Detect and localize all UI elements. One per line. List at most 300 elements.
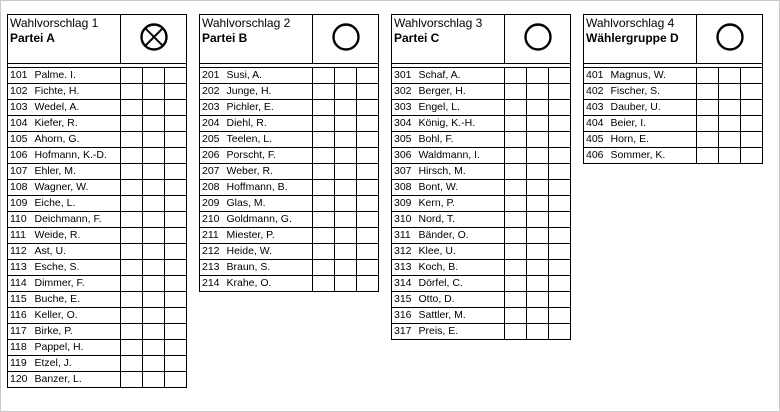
vote-box-3[interactable] [357, 148, 379, 164]
vote-box-3[interactable] [165, 276, 187, 292]
vote-box-1[interactable] [505, 148, 527, 164]
vote-box-3[interactable] [357, 180, 379, 196]
party-name: Partei A [10, 31, 55, 45]
vote-box-2[interactable] [335, 196, 357, 212]
vote-box-1[interactable] [121, 308, 143, 324]
candidate-number: 110 [8, 212, 33, 228]
candidate-row [392, 180, 571, 196]
vote-box-3[interactable] [741, 132, 763, 148]
vote-box-1[interactable] [121, 196, 143, 212]
vote-box-2[interactable] [335, 180, 357, 196]
candidate-number: 203 [200, 100, 225, 116]
vote-box-2[interactable] [143, 100, 165, 116]
candidate-row [584, 132, 763, 148]
candidate-name: Preis, E. [417, 324, 505, 340]
vote-box-3[interactable] [165, 212, 187, 228]
candidate-row [200, 260, 379, 276]
candidate-number: 113 [8, 260, 33, 276]
vote-box-3[interactable] [165, 100, 187, 116]
vote-box-2[interactable] [527, 308, 549, 324]
vote-box-1[interactable] [121, 292, 143, 308]
candidate-row [392, 260, 571, 276]
vote-box-2[interactable] [719, 84, 741, 100]
candidate-number: 119 [8, 356, 33, 372]
candidate-number: 301 [392, 68, 417, 84]
vote-box-2[interactable] [143, 228, 165, 244]
vote-box-2[interactable] [143, 84, 165, 100]
vote-box-3[interactable] [165, 244, 187, 260]
candidate-number: 212 [200, 244, 225, 260]
vote-box-2[interactable] [335, 244, 357, 260]
vote-box-1[interactable] [121, 324, 143, 340]
vote-box-3[interactable] [165, 324, 187, 340]
vote-box-1[interactable] [505, 292, 527, 308]
vote-box-3[interactable] [549, 116, 571, 132]
vote-box-3[interactable] [357, 68, 379, 84]
vote-box-1[interactable] [121, 148, 143, 164]
vote-box-2[interactable] [143, 148, 165, 164]
candidate-name: Krahe, O. [225, 276, 313, 292]
vote-box-3[interactable] [165, 292, 187, 308]
candidate-name: Hofmann, K.-D. [33, 148, 121, 164]
vote-box-3[interactable] [549, 148, 571, 164]
candidate-row [200, 132, 379, 148]
candidate-name: Ast, U. [33, 244, 121, 260]
candidate-row [8, 180, 187, 196]
vote-box-2[interactable] [527, 212, 549, 228]
candidate-row [584, 100, 763, 116]
vote-box-1[interactable] [505, 196, 527, 212]
candidate-row [8, 292, 187, 308]
candidate-name: Heide, W. [225, 244, 313, 260]
vote-box-2[interactable] [143, 292, 165, 308]
vote-box-2[interactable] [143, 116, 165, 132]
candidate-number: 306 [392, 148, 417, 164]
candidate-row [8, 132, 187, 148]
candidate-number: 315 [392, 292, 417, 308]
candidate-row [8, 84, 187, 100]
candidate-name: Birke, P. [33, 324, 121, 340]
vote-box-2[interactable] [143, 132, 165, 148]
vote-box-2[interactable] [335, 212, 357, 228]
vote-box-3[interactable] [549, 276, 571, 292]
vote-box-3[interactable] [549, 212, 571, 228]
candidate-row [584, 148, 763, 164]
candidate-number: 117 [8, 324, 33, 340]
vote-box-1[interactable] [505, 260, 527, 276]
vote-box-1[interactable] [121, 260, 143, 276]
candidate-number: 103 [8, 100, 33, 116]
vote-box-3[interactable] [165, 308, 187, 324]
candidate-name: Berger, H. [417, 84, 505, 100]
candidate-row [200, 196, 379, 212]
vote-box-1[interactable] [313, 132, 335, 148]
vote-box-1[interactable] [697, 132, 719, 148]
candidate-row [392, 84, 571, 100]
vote-box-1[interactable] [313, 68, 335, 84]
party-name: Partei C [394, 31, 440, 45]
crossed-circle-icon [139, 22, 169, 52]
vote-box-3[interactable] [165, 84, 187, 100]
vote-box-1[interactable] [505, 228, 527, 244]
vote-box-2[interactable] [527, 292, 549, 308]
vote-box-2[interactable] [719, 148, 741, 164]
vote-box-1[interactable] [505, 84, 527, 100]
vote-box-1[interactable] [121, 276, 143, 292]
vote-box-1[interactable] [697, 68, 719, 84]
ballot-title: Wahlvorschlag 4 [586, 16, 675, 30]
candidate-name: Otto, D. [417, 292, 505, 308]
candidate-name: Braun, S. [225, 260, 313, 276]
vote-box-1[interactable] [313, 180, 335, 196]
vote-box-2[interactable] [143, 324, 165, 340]
party-name: Partei B [202, 31, 248, 45]
vote-box-3[interactable] [357, 100, 379, 116]
vote-box-3[interactable] [549, 324, 571, 340]
candidate-number: 305 [392, 132, 417, 148]
candidate-row [392, 228, 571, 244]
candidate-row [8, 324, 187, 340]
vote-box-1[interactable] [697, 100, 719, 116]
candidate-row [200, 84, 379, 100]
vote-box-3[interactable] [165, 68, 187, 84]
candidate-row [584, 116, 763, 132]
vote-box-1[interactable] [505, 100, 527, 116]
vote-box-1[interactable] [313, 244, 335, 260]
vote-box-3[interactable] [549, 68, 571, 84]
vote-box-3[interactable] [165, 260, 187, 276]
vote-box-1[interactable] [697, 116, 719, 132]
vote-box-1[interactable] [121, 180, 143, 196]
vote-box-1[interactable] [313, 212, 335, 228]
vote-box-1[interactable] [121, 84, 143, 100]
candidate-number: 210 [200, 212, 225, 228]
vote-box-2[interactable] [335, 276, 357, 292]
candidate-number: 104 [8, 116, 33, 132]
vote-box-2[interactable] [143, 180, 165, 196]
vote-box-3[interactable] [549, 84, 571, 100]
ballot-header [200, 15, 313, 64]
vote-box-3[interactable] [165, 356, 187, 372]
candidate-number: 404 [584, 116, 609, 132]
vote-box-1[interactable] [505, 244, 527, 260]
candidate-row [8, 164, 187, 180]
candidate-name: Kiefer, R. [33, 116, 121, 132]
vote-box-2[interactable] [527, 132, 549, 148]
candidate-name: Ahorn, G. [33, 132, 121, 148]
candidate-number: 316 [392, 308, 417, 324]
vote-box-3[interactable] [357, 260, 379, 276]
vote-box-1[interactable] [697, 148, 719, 164]
vote-box-2[interactable] [527, 260, 549, 276]
vote-box-2[interactable] [143, 260, 165, 276]
vote-box-2[interactable] [527, 164, 549, 180]
vote-box-3[interactable] [549, 132, 571, 148]
vote-box-2[interactable] [527, 324, 549, 340]
candidate-row [8, 244, 187, 260]
candidate-row [200, 180, 379, 196]
vote-box-3[interactable] [549, 308, 571, 324]
vote-box-3[interactable] [357, 116, 379, 132]
vote-box-3[interactable] [741, 148, 763, 164]
candidate-name: Esche, S. [33, 260, 121, 276]
candidate-name: Schaf, A. [417, 68, 505, 84]
vote-box-3[interactable] [165, 228, 187, 244]
vote-box-2[interactable] [335, 164, 357, 180]
vote-box-2[interactable] [527, 100, 549, 116]
candidate-name: Pappel, H. [33, 340, 121, 356]
vote-box-1[interactable] [121, 244, 143, 260]
candidate-name: Koch, B. [417, 260, 505, 276]
candidate-row [8, 100, 187, 116]
vote-box-1[interactable] [313, 196, 335, 212]
vote-box-1[interactable] [121, 164, 143, 180]
vote-box-1[interactable] [313, 276, 335, 292]
vote-box-3[interactable] [357, 244, 379, 260]
vote-box-2[interactable] [143, 196, 165, 212]
vote-box-3[interactable] [165, 372, 187, 388]
vote-box-3[interactable] [357, 212, 379, 228]
candidate-name: Glas, M. [225, 196, 313, 212]
vote-box-2[interactable] [527, 84, 549, 100]
vote-box-1[interactable] [313, 260, 335, 276]
vote-box-1[interactable] [121, 212, 143, 228]
vote-box-1[interactable] [313, 84, 335, 100]
vote-box-2[interactable] [527, 148, 549, 164]
candidate-name: Beier, I. [609, 116, 697, 132]
vote-box-2[interactable] [719, 68, 741, 84]
vote-box-1[interactable] [121, 356, 143, 372]
candidate-row [392, 132, 571, 148]
vote-box-3[interactable] [549, 228, 571, 244]
candidate-name: Teelen, L. [225, 132, 313, 148]
vote-box-2[interactable] [527, 244, 549, 260]
candidate-row [200, 212, 379, 228]
candidate-number: 310 [392, 212, 417, 228]
vote-box-2[interactable] [335, 116, 357, 132]
vote-box-1[interactable] [313, 100, 335, 116]
vote-box-3[interactable] [357, 276, 379, 292]
vote-box-1[interactable] [121, 132, 143, 148]
candidate-name: Hirsch, M. [417, 164, 505, 180]
vote-box-3[interactable] [549, 260, 571, 276]
vote-box-3[interactable] [741, 100, 763, 116]
vote-box-1[interactable] [505, 180, 527, 196]
vote-box-1[interactable] [121, 116, 143, 132]
vote-box-1[interactable] [313, 164, 335, 180]
candidate-number: 308 [392, 180, 417, 196]
candidate-name: Etzel, J. [33, 356, 121, 372]
ballot-section-1 [7, 14, 187, 388]
candidate-name: Kern, P. [417, 196, 505, 212]
vote-box-2[interactable] [335, 148, 357, 164]
candidate-name: Goldmann, G. [225, 212, 313, 228]
vote-box-1[interactable] [505, 164, 527, 180]
vote-box-3[interactable] [165, 196, 187, 212]
candidate-number: 102 [8, 84, 33, 100]
party-vote-circle[interactable] [313, 15, 379, 64]
candidate-name: Hoffmann, B. [225, 180, 313, 196]
vote-box-3[interactable] [357, 228, 379, 244]
vote-box-2[interactable] [719, 100, 741, 116]
vote-box-3[interactable] [357, 196, 379, 212]
vote-box-2[interactable] [527, 180, 549, 196]
candidate-row [8, 116, 187, 132]
vote-box-2[interactable] [335, 132, 357, 148]
vote-box-2[interactable] [143, 244, 165, 260]
candidate-number: 309 [392, 196, 417, 212]
vote-box-3[interactable] [549, 244, 571, 260]
vote-box-3[interactable] [165, 116, 187, 132]
vote-box-1[interactable] [121, 68, 143, 84]
candidate-number: 120 [8, 372, 33, 388]
candidate-name: Porscht, F. [225, 148, 313, 164]
candidate-number: 405 [584, 132, 609, 148]
candidate-number: 109 [8, 196, 33, 212]
vote-box-3[interactable] [165, 132, 187, 148]
vote-box-2[interactable] [143, 164, 165, 180]
candidate-name: Pichler, E. [225, 100, 313, 116]
candidate-number: 317 [392, 324, 417, 340]
vote-box-2[interactable] [527, 196, 549, 212]
ballot-header [392, 15, 505, 64]
vote-box-3[interactable] [165, 148, 187, 164]
candidate-row [8, 356, 187, 372]
vote-box-2[interactable] [335, 68, 357, 84]
candidate-row [200, 228, 379, 244]
vote-box-2[interactable] [527, 116, 549, 132]
candidate-number: 114 [8, 276, 33, 292]
candidate-name: Bont, W. [417, 180, 505, 196]
vote-box-1[interactable] [121, 340, 143, 356]
vote-box-2[interactable] [143, 68, 165, 84]
vote-box-3[interactable] [357, 132, 379, 148]
vote-box-2[interactable] [335, 260, 357, 276]
vote-box-2[interactable] [143, 372, 165, 388]
candidate-number: 106 [8, 148, 33, 164]
circle-icon [331, 22, 361, 52]
vote-box-1[interactable] [697, 84, 719, 100]
candidate-number: 205 [200, 132, 225, 148]
vote-box-1[interactable] [505, 212, 527, 228]
vote-box-2[interactable] [335, 228, 357, 244]
vote-box-1[interactable] [505, 116, 527, 132]
vote-box-3[interactable] [165, 340, 187, 356]
vote-box-1[interactable] [121, 372, 143, 388]
candidate-number: 115 [8, 292, 33, 308]
candidate-name: Wagner, W. [33, 180, 121, 196]
vote-box-2[interactable] [527, 276, 549, 292]
vote-box-3[interactable] [165, 164, 187, 180]
candidate-row [392, 116, 571, 132]
vote-box-2[interactable] [719, 116, 741, 132]
candidate-row [392, 68, 571, 84]
ballot-header [8, 15, 121, 64]
candidate-number: 302 [392, 84, 417, 100]
vote-box-1[interactable] [505, 324, 527, 340]
candidate-number: 112 [8, 244, 33, 260]
vote-box-3[interactable] [549, 164, 571, 180]
vote-box-3[interactable] [741, 68, 763, 84]
candidate-name: Weber, R. [225, 164, 313, 180]
vote-box-1[interactable] [313, 228, 335, 244]
vote-box-3[interactable] [549, 180, 571, 196]
candidate-number: 303 [392, 100, 417, 116]
candidate-number: 108 [8, 180, 33, 196]
vote-box-3[interactable] [549, 292, 571, 308]
vote-box-1[interactable] [121, 100, 143, 116]
vote-box-3[interactable] [357, 164, 379, 180]
candidate-row [392, 308, 571, 324]
vote-box-2[interactable] [143, 356, 165, 372]
candidate-number: 403 [584, 100, 609, 116]
party-vote-circle[interactable] [697, 15, 763, 64]
candidate-row [8, 372, 187, 388]
vote-box-1[interactable] [505, 132, 527, 148]
ballot-header [584, 15, 697, 64]
candidate-row [8, 228, 187, 244]
vote-box-3[interactable] [741, 84, 763, 100]
candidate-name: Eiche, L. [33, 196, 121, 212]
party-vote-circle[interactable] [121, 15, 187, 64]
vote-box-1[interactable] [121, 228, 143, 244]
vote-box-3[interactable] [357, 84, 379, 100]
candidate-number: 213 [200, 260, 225, 276]
candidate-name: Weide, R. [33, 228, 121, 244]
vote-box-2[interactable] [527, 228, 549, 244]
candidate-row [392, 164, 571, 180]
candidate-row [8, 308, 187, 324]
vote-box-3[interactable] [549, 196, 571, 212]
ballot-section-2 [199, 14, 379, 292]
vote-box-1[interactable] [505, 308, 527, 324]
vote-box-1[interactable] [505, 276, 527, 292]
vote-box-2[interactable] [335, 84, 357, 100]
vote-box-2[interactable] [719, 132, 741, 148]
vote-box-1[interactable] [313, 116, 335, 132]
candidate-number: 116 [8, 308, 33, 324]
candidate-number: 204 [200, 116, 225, 132]
candidate-name: Horn, E. [609, 132, 697, 148]
candidate-row [200, 100, 379, 116]
circle-icon [523, 22, 553, 52]
vote-box-3[interactable] [549, 100, 571, 116]
candidate-name: Engel, L. [417, 100, 505, 116]
candidate-number: 307 [392, 164, 417, 180]
vote-box-2[interactable] [143, 308, 165, 324]
candidate-row [8, 196, 187, 212]
candidate-number: 406 [584, 148, 609, 164]
candidate-number: 314 [392, 276, 417, 292]
vote-box-2[interactable] [527, 68, 549, 84]
vote-box-2[interactable] [335, 100, 357, 116]
candidate-name: Fichte, H. [33, 84, 121, 100]
vote-box-3[interactable] [165, 180, 187, 196]
candidate-name: Nord, T. [417, 212, 505, 228]
vote-box-2[interactable] [143, 212, 165, 228]
party-vote-circle[interactable] [505, 15, 571, 64]
vote-box-2[interactable] [143, 276, 165, 292]
candidate-name: Keller, O. [33, 308, 121, 324]
circle-icon [715, 22, 745, 52]
vote-box-1[interactable] [505, 68, 527, 84]
candidate-name: Klee, U. [417, 244, 505, 260]
vote-box-2[interactable] [143, 340, 165, 356]
candidate-row [200, 276, 379, 292]
vote-box-3[interactable] [741, 116, 763, 132]
vote-box-1[interactable] [313, 148, 335, 164]
ballot-title: Wahlvorschlag 2 [202, 16, 291, 30]
